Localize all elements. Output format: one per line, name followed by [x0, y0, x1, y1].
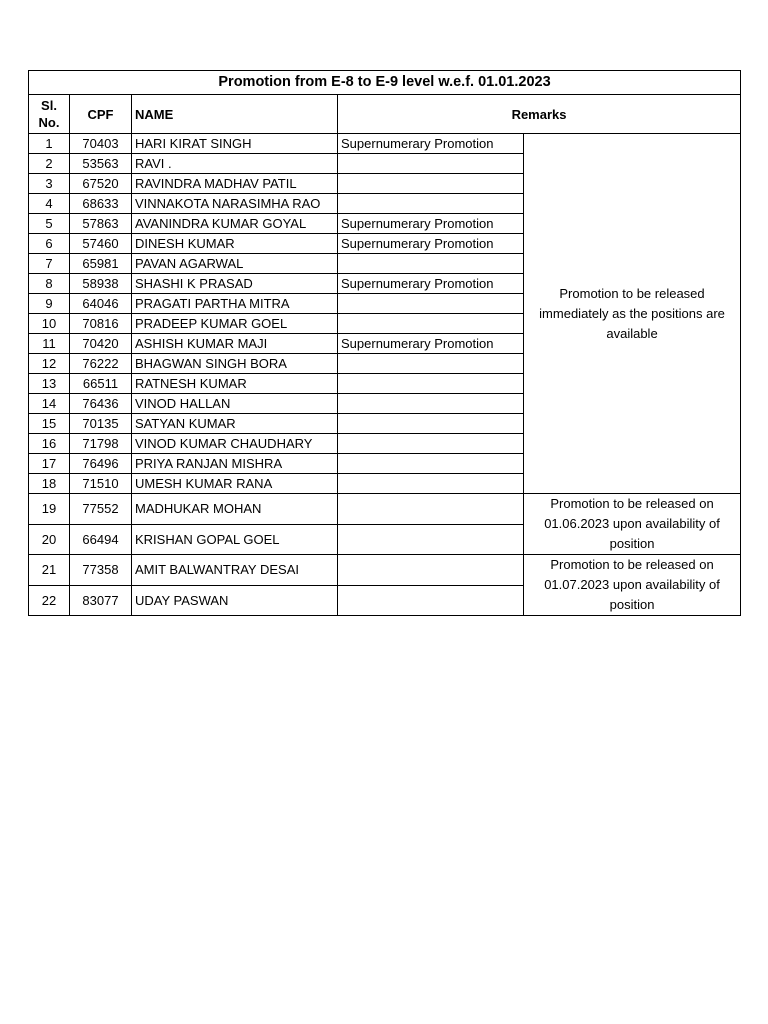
name-cell: VINOD HALLAN: [132, 394, 338, 414]
sl-cell: 3: [29, 174, 70, 194]
cpf-cell: 58938: [70, 274, 132, 294]
name-cell: PRIYA RANJAN MISHRA: [132, 454, 338, 474]
cpf-cell: 68633: [70, 194, 132, 214]
name-cell: HARI KIRAT SINGH: [132, 134, 338, 154]
note-cell: [338, 394, 524, 414]
name-cell: PAVAN AGARWAL: [132, 254, 338, 274]
cpf-cell: 64046: [70, 294, 132, 314]
sl-cell: 19: [29, 494, 70, 525]
remark-group-2: Promotion to be released on 01.06.2023 upon availability of position: [524, 494, 741, 555]
name-cell: MADHUKAR MOHAN: [132, 494, 338, 525]
note-cell: Supernumerary Promotion: [338, 274, 524, 294]
name-cell: AMIT BALWANTRAY DESAI: [132, 555, 338, 586]
name-cell: AVANINDRA KUMAR GOYAL: [132, 214, 338, 234]
header-remarks: Remarks: [338, 95, 741, 134]
name-cell: BHAGWAN SINGH BORA: [132, 354, 338, 374]
sl-cell: 21: [29, 555, 70, 586]
name-cell: RATNESH KUMAR: [132, 374, 338, 394]
sl-cell: 16: [29, 434, 70, 454]
sl-cell: 5: [29, 214, 70, 234]
sl-cell: 14: [29, 394, 70, 414]
sl-cell: 2: [29, 154, 70, 174]
cpf-cell: 70403: [70, 134, 132, 154]
cpf-cell: 71798: [70, 434, 132, 454]
cpf-cell: 77552: [70, 494, 132, 525]
header-sl-no: Sl. No.: [29, 95, 70, 134]
table-title: Promotion from E-8 to E-9 level w.e.f. 01.01.2023: [29, 71, 741, 95]
sl-cell: 17: [29, 454, 70, 474]
note-cell: [338, 585, 524, 616]
note-cell: [338, 434, 524, 454]
name-cell: DINESH KUMAR: [132, 234, 338, 254]
name-cell: RAVI .: [132, 154, 338, 174]
note-cell: [338, 154, 524, 174]
note-cell: [338, 524, 524, 555]
sl-cell: 12: [29, 354, 70, 374]
cpf-cell: 70135: [70, 414, 132, 434]
cpf-cell: 70420: [70, 334, 132, 354]
remark-group-3: Promotion to be released on 01.07.2023 upon availability of position: [524, 555, 741, 616]
name-cell: PRAGATI PARTHA MITRA: [132, 294, 338, 314]
note-cell: [338, 254, 524, 274]
cpf-cell: 66511: [70, 374, 132, 394]
sl-cell: 6: [29, 234, 70, 254]
note-cell: Supernumerary Promotion: [338, 134, 524, 154]
name-cell: VINOD KUMAR CHAUDHARY: [132, 434, 338, 454]
note-cell: [338, 555, 524, 586]
name-cell: RAVINDRA MADHAV PATIL: [132, 174, 338, 194]
sl-cell: 10: [29, 314, 70, 334]
cpf-cell: 77358: [70, 555, 132, 586]
cpf-cell: 67520: [70, 174, 132, 194]
header-cpf: CPF: [70, 95, 132, 134]
remark-group-1: Promotion to be released immediately as the positions are available: [524, 134, 741, 494]
sl-cell: 20: [29, 524, 70, 555]
sl-cell: 8: [29, 274, 70, 294]
note-cell: [338, 414, 524, 434]
sl-cell: 9: [29, 294, 70, 314]
note-cell: [338, 294, 524, 314]
note-cell: [338, 454, 524, 474]
name-cell: PRADEEP KUMAR GOEL: [132, 314, 338, 334]
note-cell: [338, 474, 524, 494]
header-name: NAME: [132, 95, 338, 134]
cpf-cell: 76436: [70, 394, 132, 414]
note-cell: [338, 354, 524, 374]
note-cell: Supernumerary Promotion: [338, 234, 524, 254]
cpf-cell: 53563: [70, 154, 132, 174]
sl-cell: 7: [29, 254, 70, 274]
cpf-cell: 76222: [70, 354, 132, 374]
name-cell: UDAY PASWAN: [132, 585, 338, 616]
sl-cell: 11: [29, 334, 70, 354]
name-cell: VINNAKOTA NARASIMHA RAO: [132, 194, 338, 214]
header-row: [29, 95, 741, 134]
table-row: [29, 494, 741, 525]
sl-cell: 13: [29, 374, 70, 394]
promotion-table: [28, 70, 741, 616]
title-row: [29, 71, 741, 95]
name-cell: UMESH KUMAR RANA: [132, 474, 338, 494]
cpf-cell: 71510: [70, 474, 132, 494]
cpf-cell: 57460: [70, 234, 132, 254]
cpf-cell: 76496: [70, 454, 132, 474]
note-cell: [338, 374, 524, 394]
note-cell: [338, 174, 524, 194]
sl-cell: 15: [29, 414, 70, 434]
note-cell: Supernumerary Promotion: [338, 214, 524, 234]
sl-cell: 4: [29, 194, 70, 214]
cpf-cell: 57863: [70, 214, 132, 234]
sl-cell: 1: [29, 134, 70, 154]
note-cell: [338, 314, 524, 334]
sl-cell: 18: [29, 474, 70, 494]
name-cell: KRISHAN GOPAL GOEL: [132, 524, 338, 555]
note-cell: [338, 494, 524, 525]
table-row: [29, 134, 741, 154]
sl-cell: 22: [29, 585, 70, 616]
name-cell: SATYAN KUMAR: [132, 414, 338, 434]
cpf-cell: 65981: [70, 254, 132, 274]
note-cell: Supernumerary Promotion: [338, 334, 524, 354]
table-row: [29, 555, 741, 586]
cpf-cell: 70816: [70, 314, 132, 334]
cpf-cell: 83077: [70, 585, 132, 616]
name-cell: SHASHI K PRASAD: [132, 274, 338, 294]
note-cell: [338, 194, 524, 214]
cpf-cell: 66494: [70, 524, 132, 555]
name-cell: ASHISH KUMAR MAJI: [132, 334, 338, 354]
